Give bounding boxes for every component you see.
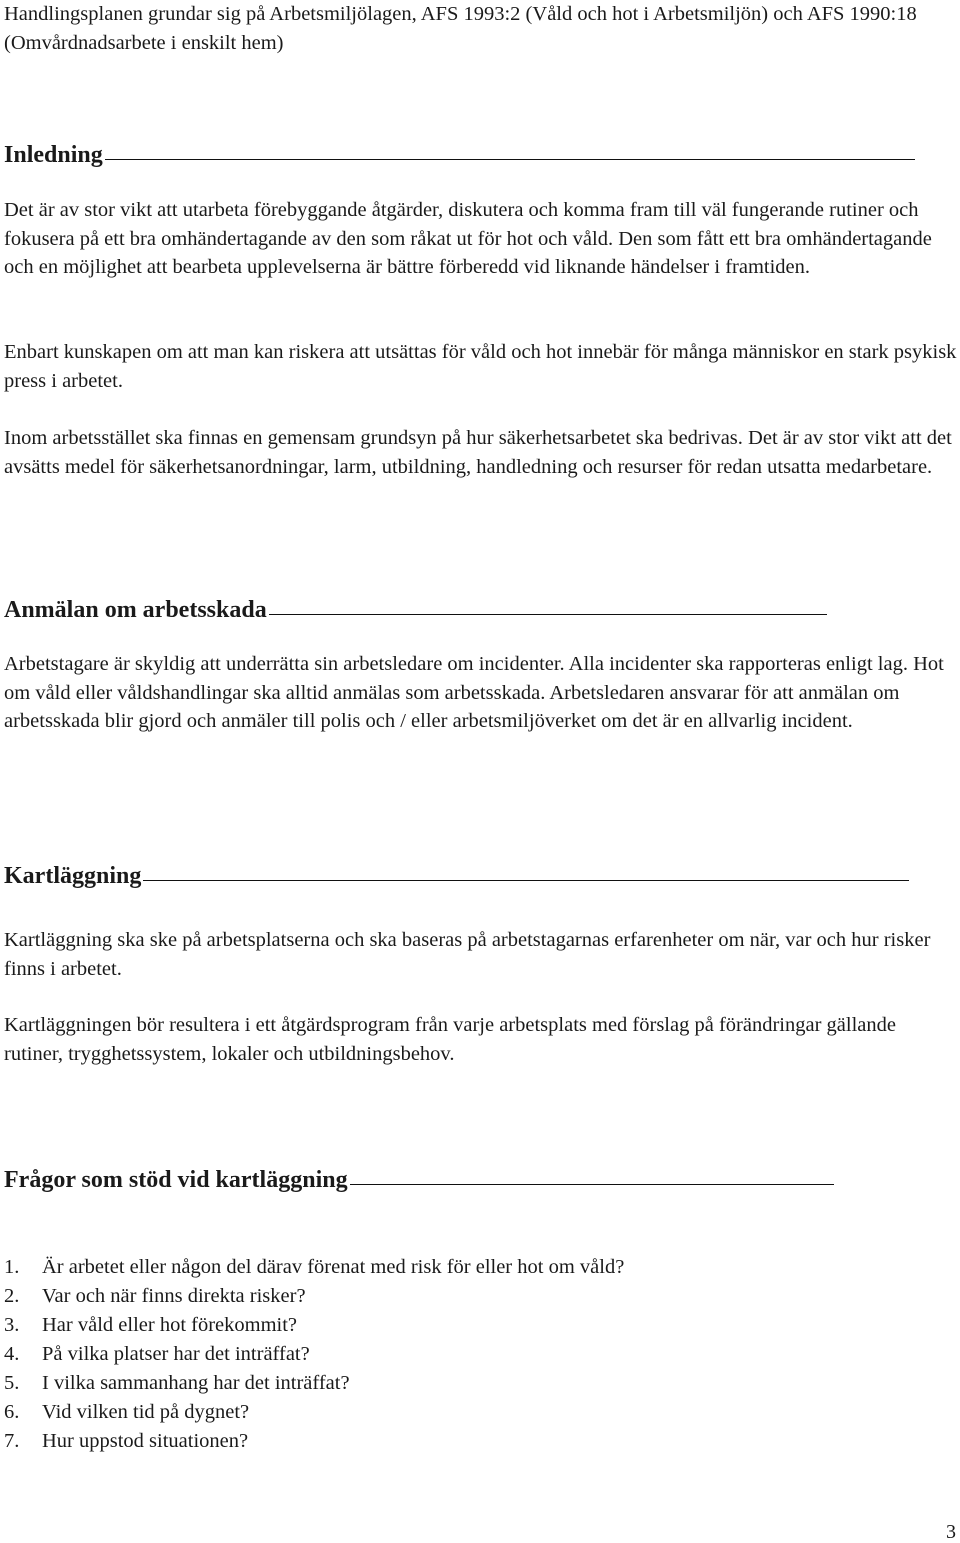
heading-anmalan-text: Anmälan om arbetsskada [4,597,267,623]
list-item-number: 2. [4,1285,20,1307]
list-item-text: Hur uppstod situationen? [42,1430,249,1452]
paragraph: Kartläggning ska ske på arbetsplatserna och ska baseras på arbetstagarnas erfarenheter om när, var och hur risker finns i arbetet. [4,929,931,980]
heading-kartlaggning [4,861,909,891]
heading-underline [105,159,915,160]
list-item-number: 1. [4,1256,20,1278]
list-item-text: I vilka sammanhang har det inträffat? [42,1372,350,1394]
list-item [4,1369,624,1398]
list-item-number: 7. [4,1430,20,1452]
heading-inledning-text: Inledning [4,142,103,168]
heading-underline [350,1184,834,1185]
heading-underline [143,880,909,881]
heading-underline [269,614,827,615]
list-item-number: 6. [4,1401,20,1423]
list-item-number: 5. [4,1372,20,1394]
page-number: 3 [946,1521,956,1543]
list-item-number: 4. [4,1343,20,1365]
paragraph: Arbetstagare är skyldig att underrätta sin arbetsledare om incidenter. Alla incidenter ska rapporteras enligt lag. Hot om våld eller våldshandlingar ska alltid anmälas som arbetsskada. Arbetsledaren ansvarar för att anmälan om arbetsskada blir gjord och anmäler till polis och / eller arbetsmiljöverket om det är en allvarlig incident. [4,653,944,732]
heading-kartlaggning-text: Kartläggning [4,863,142,889]
list-item-text: Var och när finns direkta risker? [42,1285,306,1307]
list-item [4,1311,624,1340]
list-item-text: Är arbetet eller någon del därav förenat med risk för eller hot om våld? [42,1256,625,1278]
intro-text: Handlingsplanen grundar sig på Arbetsmiljölagen, AFS 1993:2 (Våld och hot i Arbetsmiljön) och AFS 1990:18 (Omvårdnadsarbete i enskilt hem) [4,3,917,54]
list-item-text: På vilka platser har det inträffat? [42,1343,310,1365]
heading-anmalan [4,595,827,625]
list-item [4,1340,624,1369]
list-item [4,1282,624,1311]
heading-fragor [4,1165,834,1195]
list-item [4,1427,624,1456]
list-item [4,1253,624,1282]
list-item-number: 3. [4,1314,20,1336]
list-item-text: Har våld eller hot förekommit? [42,1314,298,1336]
paragraph: Enbart kunskapen om att man kan riskera att utsättas för våld och hot innebär för många människor en stark psykisk press i arbetet. [4,341,957,392]
question-list [4,1253,624,1456]
list-item-text: Vid vilken tid på dygnet? [42,1401,250,1423]
list-item [4,1398,624,1427]
heading-fragor-text: Frågor som stöd vid kartläggning [4,1167,348,1193]
paragraph: Inom arbetsstället ska finnas en gemensam grundsyn på hur säkerhetsarbetet ska bedrivas. Det är av stor vikt att det avsätts medel för säkerhetsanordningar, larm, utbildning, handledning och resurser för redan utsatta medarbetare. [4,427,952,478]
heading-inledning [4,140,915,170]
paragraph: Det är av stor vikt att utarbeta förebyggande åtgärder, diskutera och komma fram till väl fungerande rutiner och fokusera på ett bra omhändertagande av den som råkat ut för hot och våld. Den som fått ett bra omhändertagande och en möjlighet att bearbeta upplevelserna är bättre förberedd vid liknande händelser i framtiden. [4,199,932,278]
paragraph: Kartläggningen bör resultera i ett åtgärdsprogram från varje arbetsplats med förslag på förändringar gällande rutiner, trygghetssystem, lokaler och utbildningsbehov. [4,1014,896,1065]
